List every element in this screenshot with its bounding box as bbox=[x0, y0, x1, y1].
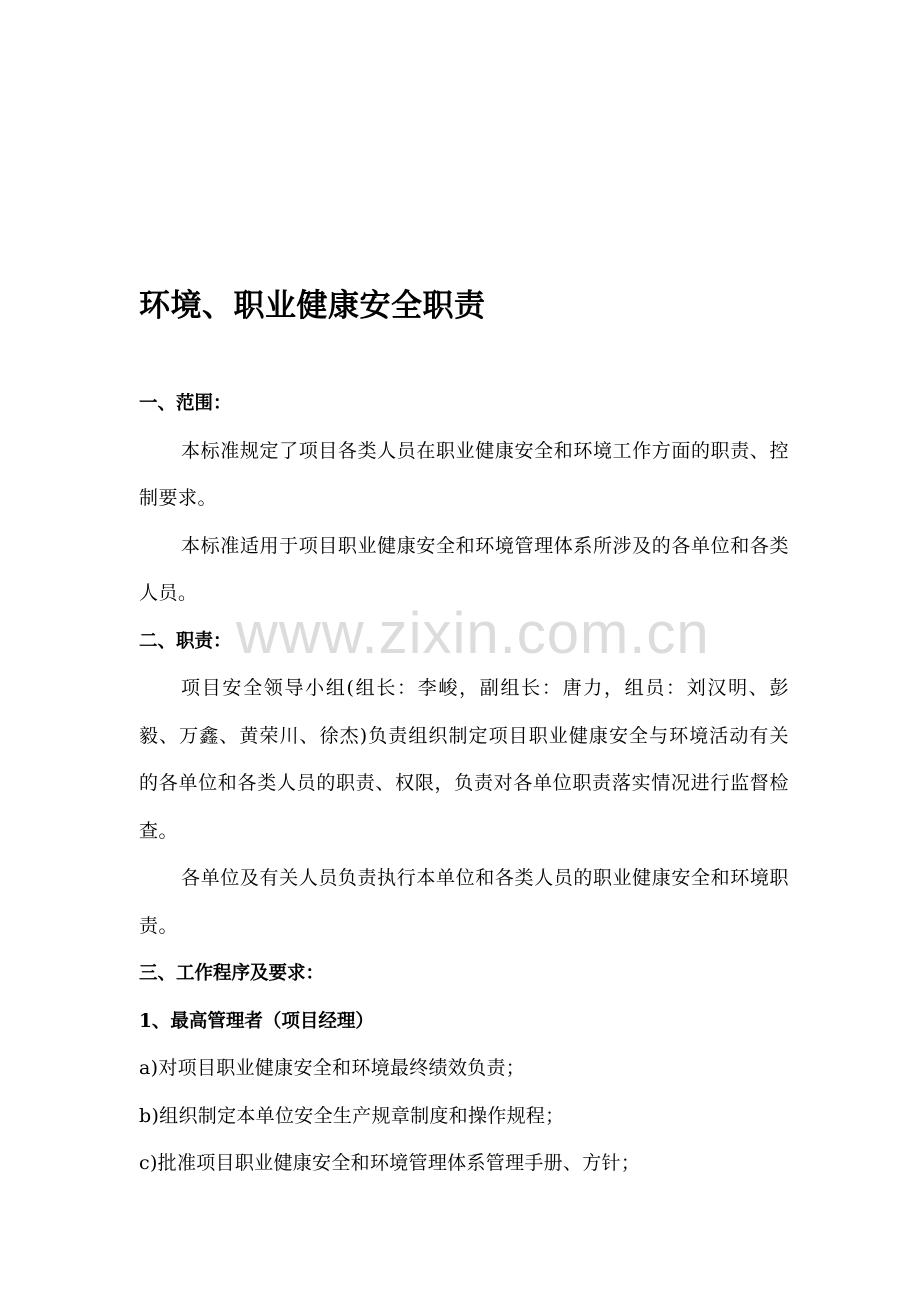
list-item: a)对项目职业健康安全和环境最终绩效负责； bbox=[139, 1057, 526, 1079]
document-body bbox=[139, 380, 789, 1188]
scope-paragraph-2: 本标准适用于项目职业健康安全和环境管理体系所涉及的各单位和各类人员。 bbox=[139, 534, 789, 604]
duties-paragraph-1: 项目安全领导小组(组长：李峻，副组长：唐力，组员：刘汉明、彭毅、万鑫、黄荣川、徐杰)负责组织制定项目职业健康安全与环境活动有关的各单位和各类人员的职责、权限，负责对各单位职责落实情况进行监督检查。 bbox=[139, 677, 789, 842]
watermark: www.zixin.com.cn bbox=[236, 601, 710, 666]
section-heading-duties: 二、职责： bbox=[139, 630, 232, 652]
duties-paragraph-2: 各单位及有关人员负责执行本单位和各类人员的职业健康安全和环境职责。 bbox=[139, 867, 789, 937]
section-heading-scope: 一、范围： bbox=[139, 393, 232, 414]
subsection-heading-top-manager: 1、最高管理者（项目经理） bbox=[139, 1010, 374, 1032]
section-heading-procedure: 三、工作程序及要求： bbox=[139, 963, 325, 984]
scope-paragraph-1: 本标准规定了项目各类人员在职业健康安全和环境工作方面的职责、控制要求。 bbox=[139, 439, 789, 509]
list-item: b)组织制定本单位安全生产规章制度和操作规程； bbox=[139, 1104, 565, 1127]
page-title: 环境、职业健康安全职责 bbox=[139, 288, 486, 324]
list-item: c)批准项目职业健康安全和环境管理体系管理手册、方针； bbox=[139, 1152, 641, 1174]
